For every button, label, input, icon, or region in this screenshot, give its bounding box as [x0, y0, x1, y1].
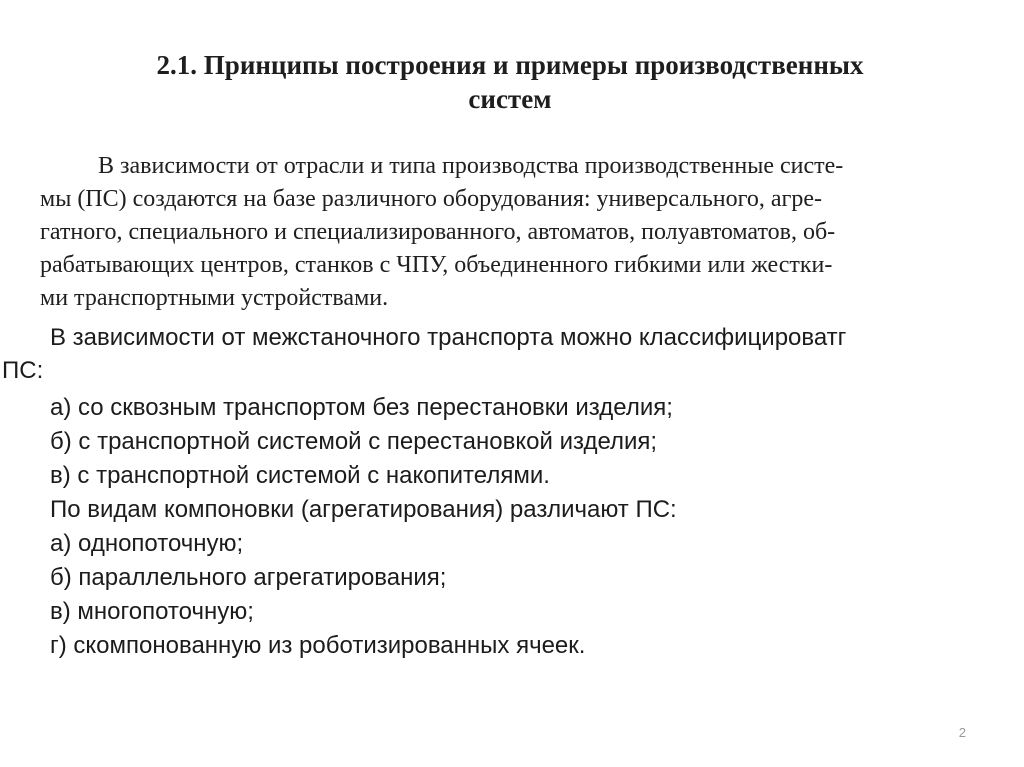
slide-title-line-1: 2.1. Принципы построения и примеры производственных [156, 50, 864, 80]
layout-intro: По видам компоновки (агрегатирования) различают ПС: [50, 496, 677, 523]
transport-classification-line-2: ПС: [2, 357, 44, 384]
layout-list-item-a: а) однопоточную; [50, 530, 244, 557]
transport-list-item-c: в) с транспортной системой с накопителями. [50, 462, 550, 489]
intro-line-1: В зависимости от отрасли и типа производства производственные систе- [98, 153, 844, 179]
intro-line-5: ми транспортными устройствами. [40, 285, 389, 311]
transport-list-item-b: б) с транспортной системой с перестановкой изделия; [50, 428, 658, 455]
intro-line-3: гатного, специального и специализированного, автоматов, полуавтоматов, об- [40, 219, 836, 245]
intro-line-4: рабатывающих центров, станков с ЧПУ, объединенного гибкими или жестки- [40, 252, 833, 278]
slide-title-line-2: систем [468, 84, 552, 114]
layout-list-item-d: г) скомпонованную из роботизированных ячеек. [50, 632, 586, 659]
intro-line-2: мы (ПС) создаются на базе различного оборудования: универсального, агре- [40, 186, 823, 212]
layout-list-item-c: в) многопоточную; [50, 598, 254, 625]
transport-list-item-a: а) со сквозным транспортом без перестановки изделия; [50, 394, 673, 421]
transport-classification-line-1: В зависимости от межстаночного транспорта можно классифицироватг [50, 324, 847, 351]
layout-list-item-b: б) параллельного агрегатирования; [50, 564, 447, 591]
page-number: 2 [958, 725, 966, 740]
